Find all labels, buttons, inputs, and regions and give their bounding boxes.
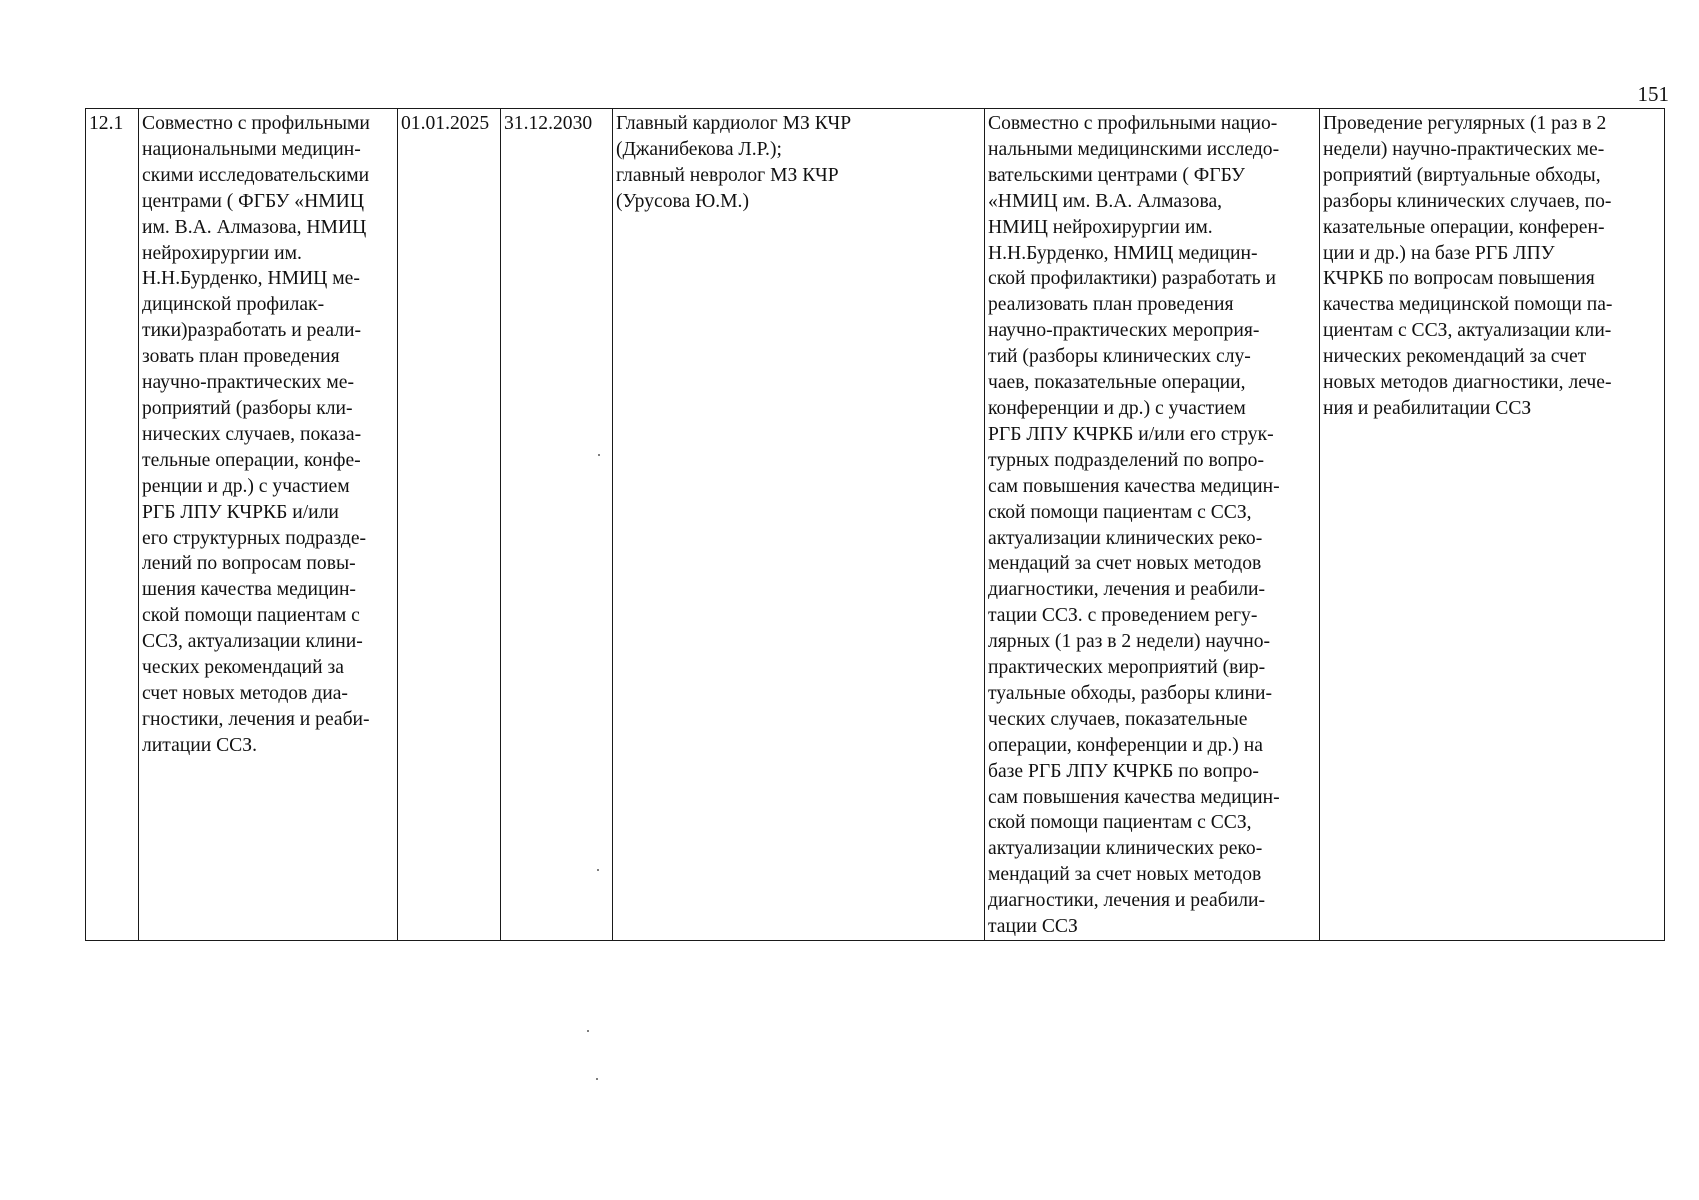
row-index-cell: 12.1 <box>86 109 139 941</box>
scan-speck <box>597 869 599 871</box>
measure-cell: Совместно с профильными национальными медицин- скими исследовательскими центрами ( ФГБУ «НМИЦ им. В.А. Алмазова, НМИЦ нейрохирургии им. Н.Н.Бурденко, НМИЦ ме- дицинской профилак- тики)разработать и реали- зовать план проведения научно-практических ме- роприятий (разборы кли- нических случаев, показа- тельные операции, конфе- ренции и др.) с участием РГБ ЛПУ КЧРКБ и/или его структурных подразде- лений по вопросам повы- шения качества медицин- ской помощи пациентам с ССЗ, актуализации клини- ческих рекомендаций за счет новых методов диа- гностики, лечения и реаби- литации ССЗ. <box>139 109 398 941</box>
start-date-cell: 01.01.2025 <box>398 109 501 941</box>
scan-speck <box>598 454 600 456</box>
result-cell: Совместно с профильными нацио- нальными медицинскими исследо- вательскими центрами ( ФГБУ «НМИЦ им. В.А. Алмазова, НМИЦ нейрохирургии им. Н.Н.Бурденко, НМИЦ медицин- ской профилактики) разработать и реализовать план проведения научно-практических мероприя- тий (разборы клинических слу- чаев, показательные операции, конференции и др.) с участием РГБ ЛПУ КЧРКБ и/или его струк- турных подразделений по вопро- сам повышения качества медицин- ской помощи пациентам с ССЗ, актуализации клинических реко- мендаций за счет новых методов диагностики, лечения и реабили- тации ССЗ. с проведением регу- лярных (1 раз в 2 недели) научно- практических мероприятий (вир- туальные обходы, разборы клини- ческих случаев, показательные операции, конференции и др.) на базе РГБ ЛПУ КЧРКБ по вопро- сам повышения качества медицин- ской помощи пациентам с ССЗ, актуализации клинических реко- мендаций за счет новых методов диагностики, лечения и реабили- тации ССЗ <box>985 109 1320 941</box>
table-row <box>86 109 1665 941</box>
indicator-cell: Проведение регулярных (1 раз в 2 недели) научно-практических ме- роприятий (виртуальные обходы, разборы клинических случаев, по- казательные операции, конферен- ции и др.) на базе РГБ ЛПУ КЧРКБ по вопросам повышения качества медицинской помощи па- циентам с ССЗ, актуализации кли- нических рекомендаций за счет новых методов диагностики, лече- ния и реабилитации ССЗ <box>1320 109 1665 941</box>
page-number: 151 <box>1637 82 1669 106</box>
responsible-cell: Главный кардиолог МЗ КЧР (Джанибекова Л.Р.); главный невролог МЗ КЧР (Урусова Ю.М.) <box>613 109 985 941</box>
scan-speck <box>596 1078 598 1080</box>
measures-table <box>85 108 1665 941</box>
scan-speck <box>587 1030 589 1032</box>
end-date-cell: 31.12.2030 <box>501 109 613 941</box>
